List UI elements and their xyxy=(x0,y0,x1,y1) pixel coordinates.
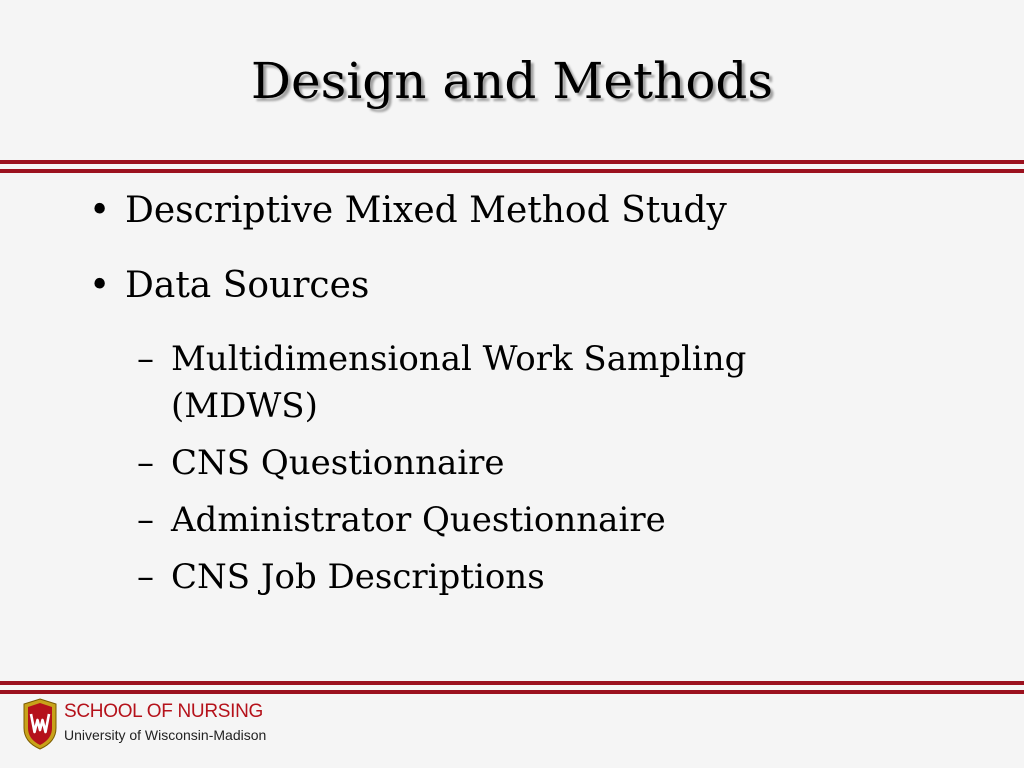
sub-bullet-continuation xyxy=(171,383,318,429)
sub-bullet-item xyxy=(137,497,666,543)
footer-divider xyxy=(0,681,1024,694)
sub-bullet-text: Multidimensional Work Sampling xyxy=(171,339,747,379)
sub-bullet-text: Administrator Questionnaire xyxy=(171,500,666,540)
dash-mark: – xyxy=(137,339,154,379)
title-divider xyxy=(0,160,1024,173)
bullet-mark: • xyxy=(89,265,111,306)
bullet-item xyxy=(89,264,370,308)
dash-mark: – xyxy=(137,557,154,597)
slide-title: Design and Methods xyxy=(250,52,774,110)
sub-bullet-item xyxy=(137,336,747,382)
uw-crest-icon xyxy=(22,698,58,750)
school-logo xyxy=(22,698,312,754)
bullet-text: Descriptive Mixed Method Study xyxy=(125,190,727,231)
bullet-text: Data Sources xyxy=(125,265,370,306)
sub-bullet-text: (MDWS) xyxy=(171,386,318,426)
dash-mark: – xyxy=(137,443,154,483)
sub-bullet-text: CNS Job Descriptions xyxy=(171,557,545,597)
dash-mark: – xyxy=(137,500,154,540)
sub-bullet-text: CNS Questionnaire xyxy=(171,443,505,483)
sub-bullet-item xyxy=(137,440,505,486)
bullet-item xyxy=(89,189,727,233)
logo-university-name: University of Wisconsin-Madison xyxy=(64,727,267,743)
sub-bullet-item xyxy=(137,554,545,600)
bullet-mark: • xyxy=(89,190,111,231)
logo-school-name: SCHOOL OF NURSING xyxy=(64,701,263,722)
